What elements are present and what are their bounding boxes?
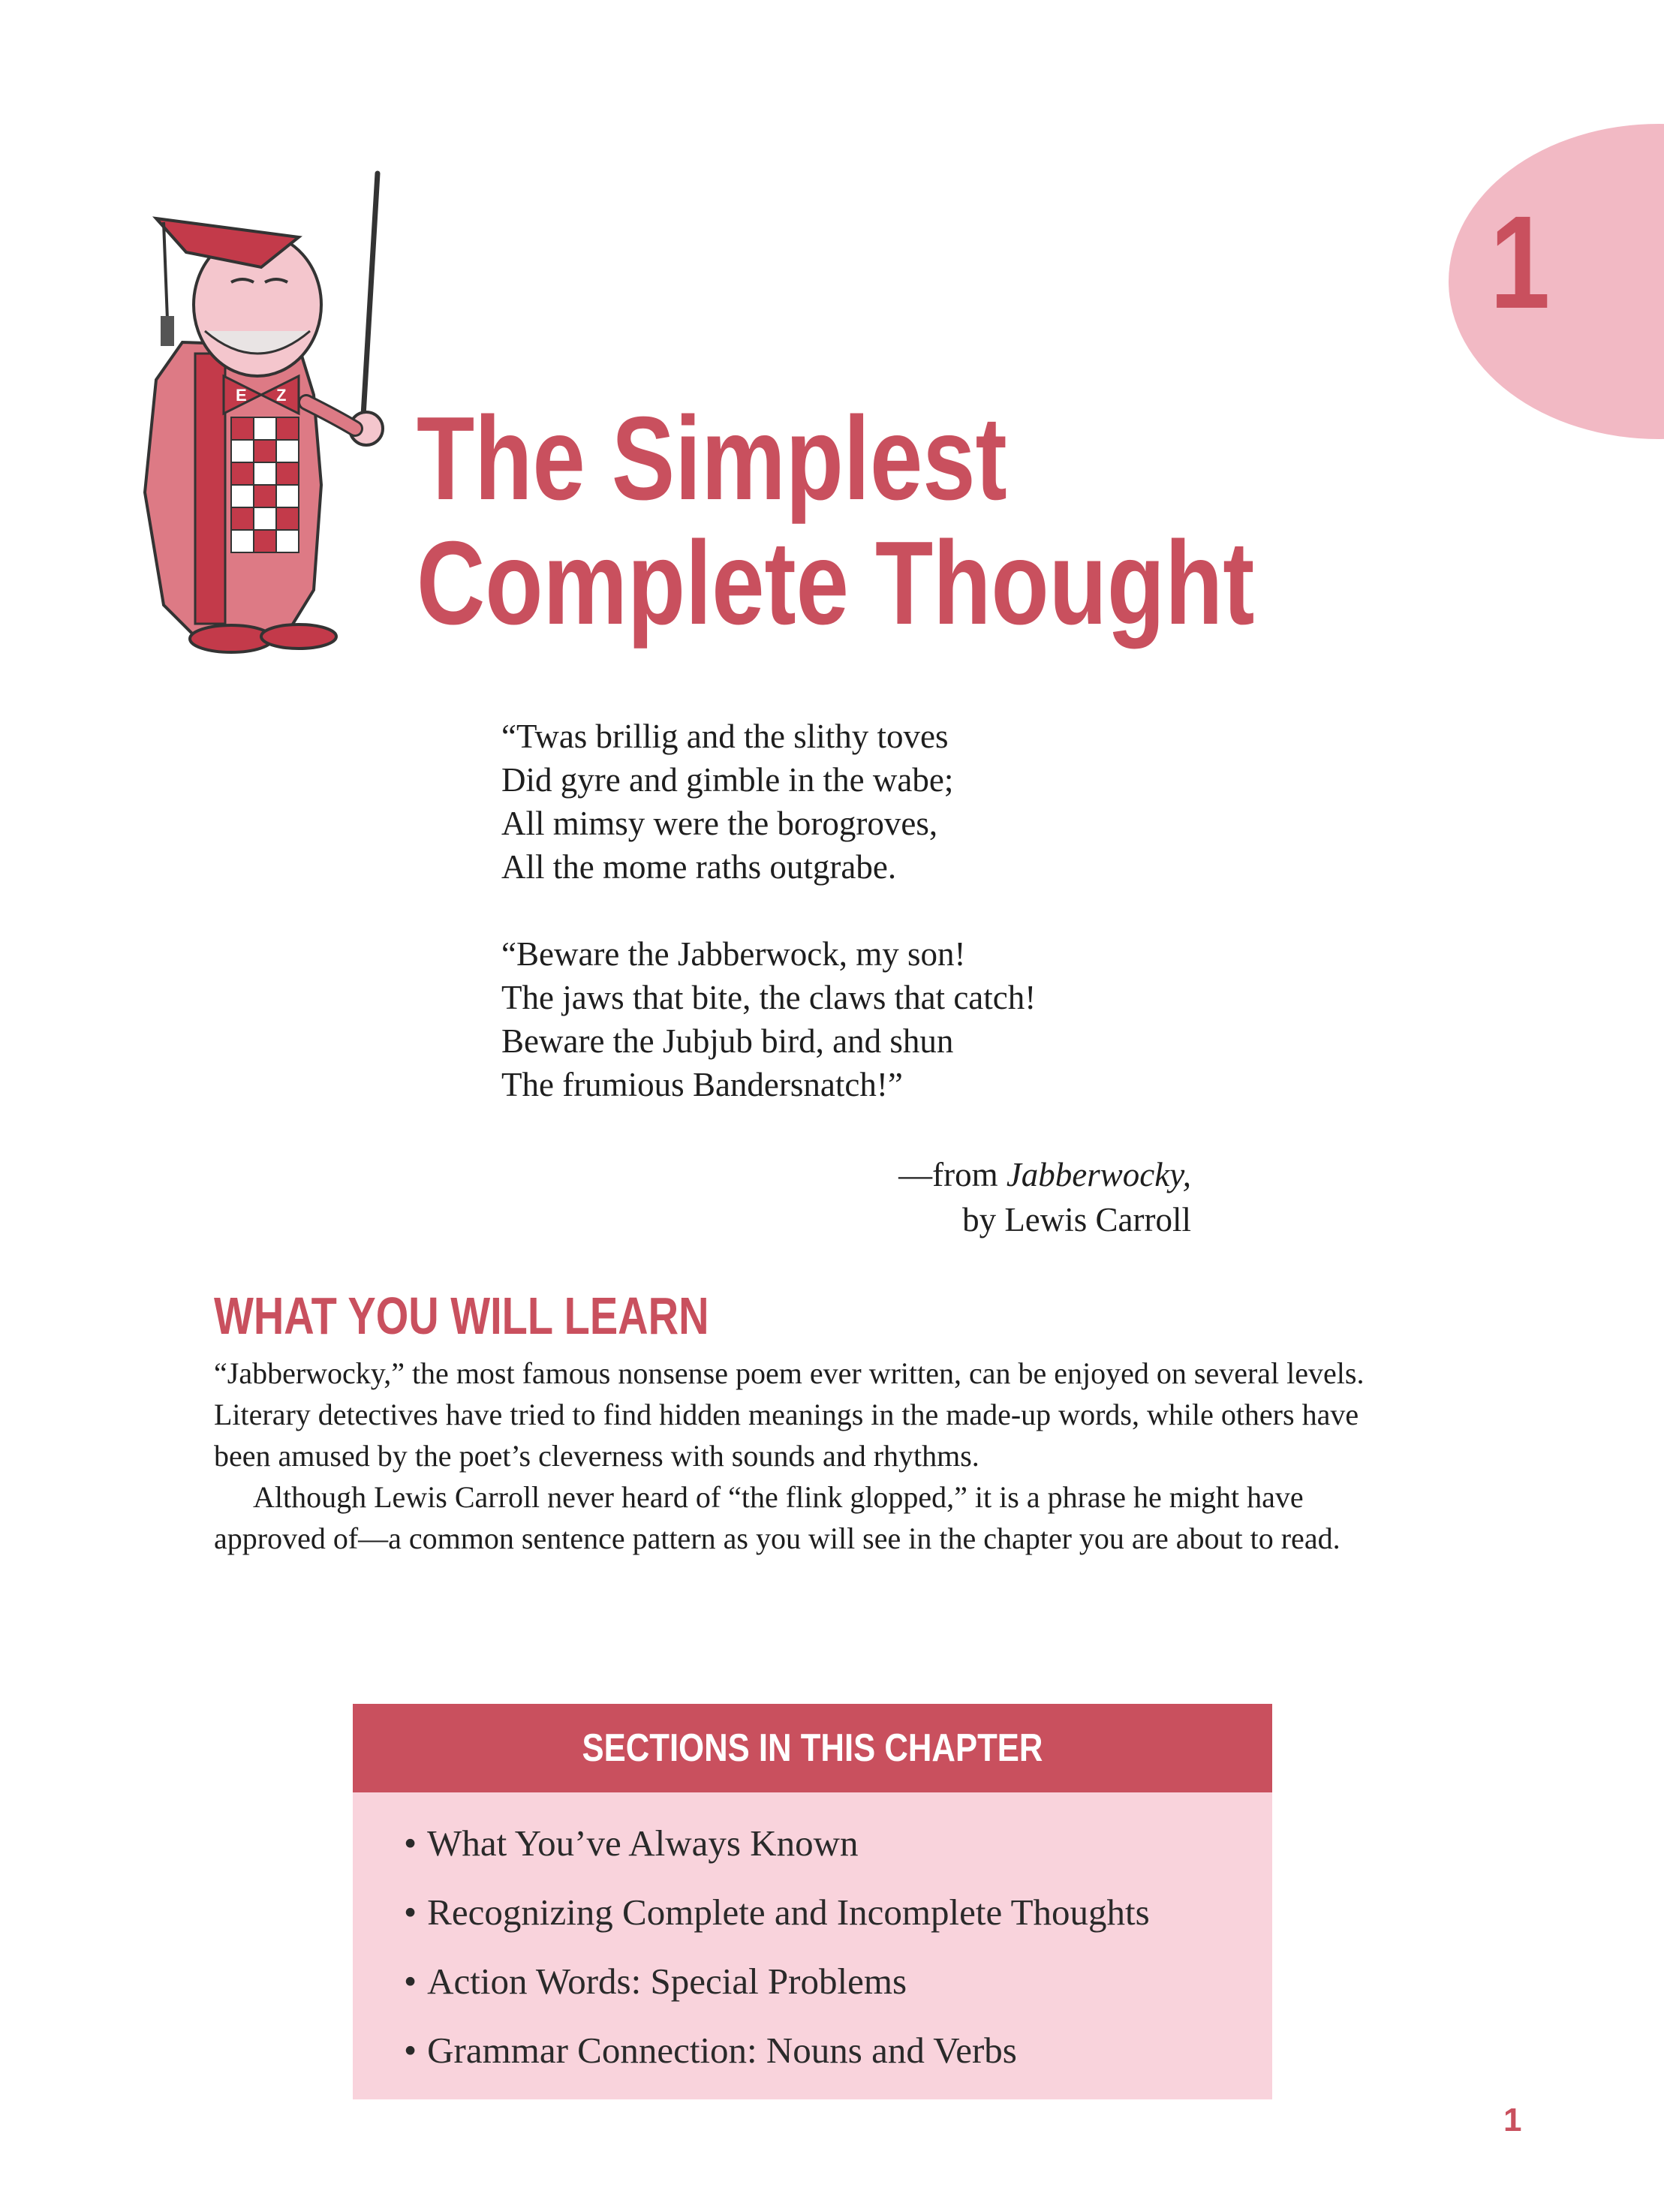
list-item xyxy=(404,1809,1272,1878)
sections-in-chapter-box xyxy=(353,1704,1272,2099)
attribution-author: by Lewis Carroll xyxy=(962,1201,1191,1238)
section-item-label: Grammar Connection: Nouns and Verbs xyxy=(427,2030,1017,2071)
poem-line: The jaws that bite, the claws that catch! xyxy=(501,979,1037,1016)
poem-stanza-1 xyxy=(501,715,1036,889)
bullet-icon: • xyxy=(404,2030,417,2071)
what-you-will-learn-body xyxy=(214,1353,1392,1559)
chapter-number: 1 xyxy=(1490,189,1551,336)
attribution-prefix: —from xyxy=(898,1156,1007,1193)
what-you-will-learn-heading: WHAT YOU WILL LEARN xyxy=(214,1287,709,1345)
page-number: 1 xyxy=(1503,2102,1522,2138)
attribution-source xyxy=(898,1152,1191,1197)
attribution-work: Jabberwocky, xyxy=(1006,1156,1191,1193)
poem-line: Did gyre and gimble in the wabe; xyxy=(501,761,954,799)
section-list xyxy=(353,1792,1272,2085)
bullet-icon: • xyxy=(404,1822,417,1864)
poem-line: All mimsy were the borogroves, xyxy=(501,805,938,842)
learn-paragraph-2: Although Lewis Carroll never heard of “the flink glopped,” it is a phrase he might have approved of—a common sentence pattern as you will see in the chapter you are about to read. xyxy=(214,1480,1341,1555)
chapter-title-line-1: The Simplest xyxy=(417,393,1007,525)
chapter-title-line-2: Complete Thought xyxy=(417,517,1255,649)
poem-attribution xyxy=(898,1152,1191,1242)
section-item-label: Action Words: Special Problems xyxy=(427,1961,907,2002)
sections-heading xyxy=(353,1704,1272,1792)
list-item xyxy=(404,1947,1272,2016)
chapter-tab xyxy=(1449,124,1664,439)
poem-line: “Twas brillig and the slithy toves xyxy=(501,718,949,755)
bowtie-letter-z: Z xyxy=(276,386,287,405)
bullet-icon: • xyxy=(404,1961,417,2002)
list-item xyxy=(404,1878,1272,1947)
poem-line: All the mome raths outgrabe. xyxy=(501,848,897,886)
poem-stanza-2 xyxy=(501,932,1036,1106)
learn-paragraph-1: “Jabberwocky,” the most famous nonsense poem ever written, can be enjoyed on several levels. Literary detectives have tried to find hidden meanings in the made-up words, while others have been amused by the poet’s cleverness with sounds and rhythms. xyxy=(214,1356,1365,1473)
sections-heading-text: SECTIONS IN THIS CHAPTER xyxy=(582,1726,1043,1770)
poem-line: Beware the Jubjub bird, and shun xyxy=(501,1022,954,1060)
poem-line: The frumious Bandersnatch!” xyxy=(501,1066,903,1103)
section-item-label: Recognizing Complete and Incomplete Thoughts xyxy=(427,1891,1150,1933)
chapter-title xyxy=(417,393,1255,649)
professor-mascot-icon xyxy=(111,170,411,680)
list-item xyxy=(404,2016,1272,2085)
poem-line: “Beware the Jabberwock, my son! xyxy=(501,935,966,973)
bowtie-letter-e: E xyxy=(236,386,247,405)
bullet-icon: • xyxy=(404,1891,417,1933)
section-item-label: What You’ve Always Known xyxy=(427,1822,859,1864)
poem-excerpt xyxy=(501,715,1036,1150)
